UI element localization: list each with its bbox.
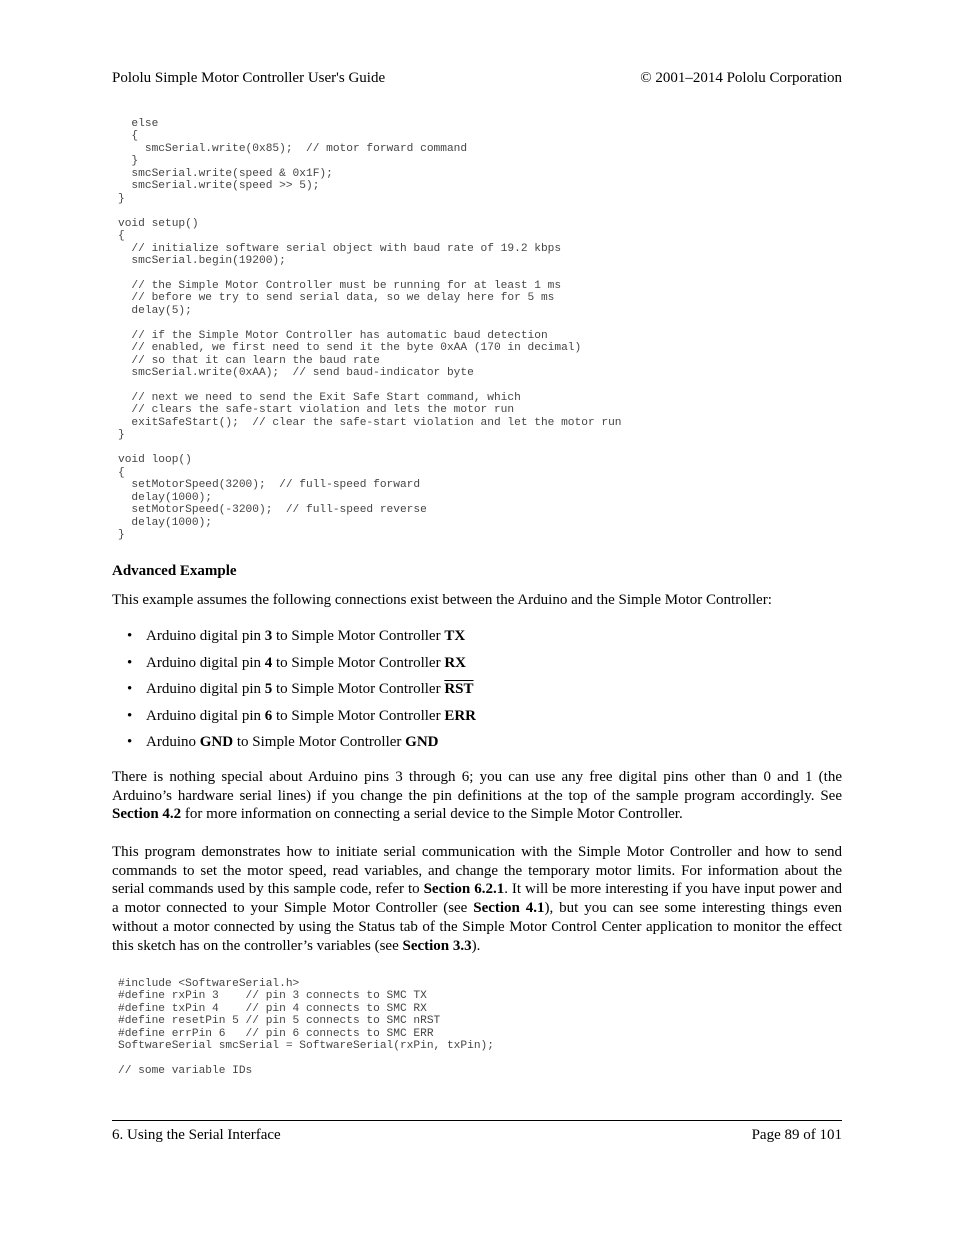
- list-item: • Arduino digital pin 5 to Simple Motor Controller $\overline{RST}$: [127, 681, 474, 697]
- code-line: // some variable IDs: [118, 1065, 253, 1078]
- list-item: • Arduino GND to Simple Motor Controller GND: [127, 734, 439, 750]
- code-line: delay(1000);: [118, 491, 212, 504]
- code-block-continuation: [118, 118, 622, 541]
- code-line: // enabled, we first need to send it the byte 0xAA (170 in decimal): [118, 342, 582, 355]
- page-footer: [112, 1127, 842, 1147]
- code-line: #define resetPin 5 // pin 5 connects to SMC nRST: [118, 1015, 441, 1028]
- footer-divider: [112, 1120, 842, 1121]
- code-line: smcSerial.begin(19200);: [118, 254, 286, 267]
- bullet-icon: •: [127, 734, 133, 750]
- code-line: setMotorSpeed(3200); // full-speed forward: [118, 479, 421, 492]
- list-item: • Arduino digital pin 3 to Simple Motor Controller TX: [127, 628, 466, 644]
- footer-page-number: Page 89 of 101: [751, 1127, 842, 1143]
- pins-paragraph: There is nothing special about Arduino pins 3 through 6; you can use any free digital pins other than 0 and 1 (the Arduino’s hardware serial lines) if you change the pin definitions at the top of the sample program accordingly. See Section 4.2 for more information on connecting a serial device to the Simple Motor Controller.: [112, 769, 842, 823]
- page-header: [112, 70, 842, 90]
- header-title: Pololu Simple Motor Controller User's Guide: [112, 70, 386, 86]
- code-line: // if the Simple Motor Controller has automatic baud detection: [118, 329, 548, 342]
- footer-section: 6. Using the Serial Interface: [112, 1127, 281, 1143]
- code-line: #define errPin 6 // pin 6 connects to SMC ERR: [118, 1027, 434, 1040]
- code-block-advanced: [118, 978, 494, 1078]
- code-line: smcSerial.write(speed >> 5);: [118, 180, 320, 193]
- code-line: // initialize software serial object with baud rate of 19.2 kbps: [118, 242, 562, 255]
- code-line: SoftwareSerial smcSerial = SoftwareSerial(rxPin, txPin);: [118, 1040, 494, 1053]
- code-line: #include <SoftwareSerial.h>: [118, 978, 300, 990]
- code-line: smcSerial.write(0x85); // motor forward command: [118, 142, 468, 155]
- section-link[interactable]: Section 6.2.1: [423, 881, 505, 898]
- bullet-icon: •: [127, 707, 133, 724]
- code-line: smcSerial.write(speed & 0x1F);: [118, 167, 333, 180]
- header-copyright: © 2001–2014 Pololu Corporation: [640, 70, 842, 86]
- code-line: {: [118, 130, 139, 143]
- intro-paragraph: This example assumes the following connections exist between the Arduino and the Simple Motor Controller:: [112, 592, 772, 608]
- code-line: // before we try to send serial data, so we delay here for 5 ms: [118, 292, 555, 305]
- code-line: smcSerial.write(0xAA); // send baud-indicator byte: [118, 367, 474, 380]
- code-line: void loop(): [118, 454, 192, 467]
- code-line: delay(5);: [118, 304, 192, 317]
- code-line: {: [118, 230, 125, 243]
- program-description-paragraph: This program demonstrates how to initiate serial communication with the Simple Motor Controller and how to send commands to set the motor speed, read variables, and change the temporary motor limits. For information about the serial commands used by this sample code, refer to Section 6.2.1. It will be more interesting if you have input power and a motor connected to your Simple Motor Controller (see Section 4.1), but you can see some interesting things even without a motor connected by using the Status tab of the Simple Motor Control Center application to monitor the effect this sketch has on the controller’s variables (see Section 3.3).: [112, 844, 842, 954]
- code-line: }: [118, 429, 125, 442]
- connection-list: [127, 627, 827, 760]
- code-line: // next we need to send the Exit Safe Start command, which: [118, 391, 521, 404]
- code-line: {: [118, 466, 125, 479]
- code-line: setMotorSpeed(-3200); // full-speed reverse: [118, 504, 427, 517]
- code-line: // the Simple Motor Controller must be running for at least 1 ms: [118, 279, 562, 292]
- code-line: // so that it can learn the baud rate: [118, 354, 380, 367]
- code-line: void setup(): [118, 217, 199, 230]
- code-line: #define rxPin 3 // pin 3 connects to SMC TX: [118, 990, 427, 1003]
- bullet-icon: •: [127, 654, 133, 671]
- code-line: delay(1000);: [118, 516, 212, 529]
- code-line: exitSafeStart(); // clear the safe-start violation and let the motor run: [118, 416, 622, 429]
- bullet-icon: •: [127, 628, 133, 644]
- list-item: • Arduino digital pin 6 to Simple Motor Controller ERR: [127, 707, 476, 724]
- bullet-icon: •: [127, 681, 133, 697]
- code-line: #define txPin 4 // pin 4 connects to SMC RX: [118, 1002, 427, 1015]
- section-heading: Advanced Example: [112, 563, 237, 579]
- section-link[interactable]: Section 3.3: [402, 937, 472, 954]
- code-line: }: [118, 155, 139, 168]
- overlined-pin-label: $\overline{RST}$: [444, 681, 474, 697]
- code-line: // clears the safe-start violation and lets the motor run: [118, 404, 515, 417]
- code-line: else: [118, 118, 159, 130]
- section-link[interactable]: Section 4.1: [473, 900, 545, 917]
- list-item: • Arduino digital pin 4 to Simple Motor Controller RX: [127, 654, 466, 671]
- code-line: }: [118, 192, 125, 205]
- code-line: }: [118, 528, 125, 541]
- section-link[interactable]: Section 4.2: [112, 806, 182, 823]
